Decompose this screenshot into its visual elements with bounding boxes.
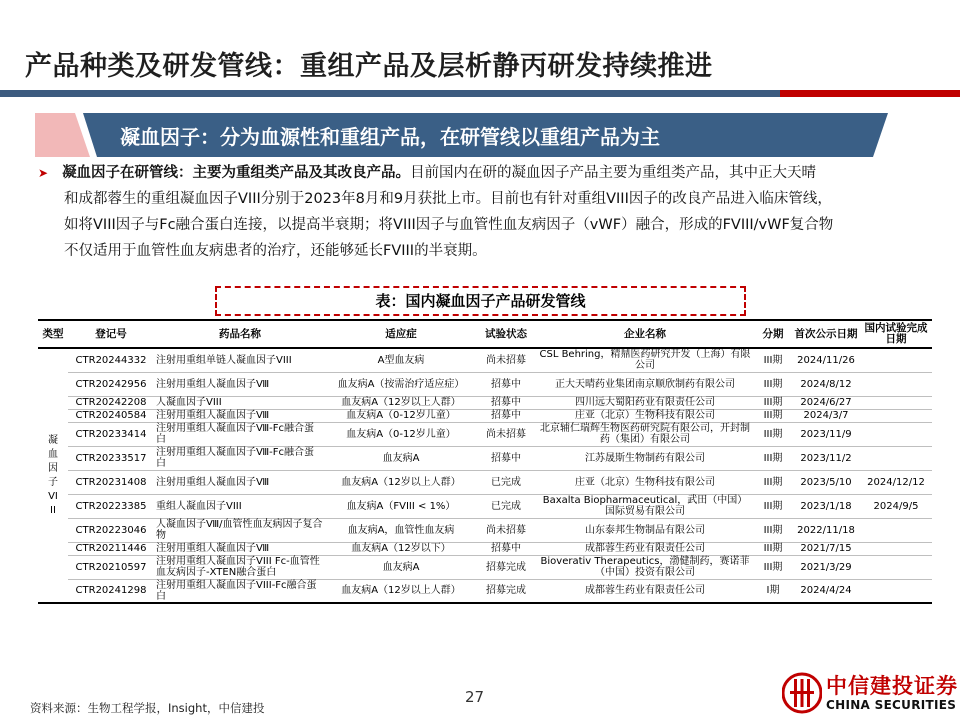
cell-status: 尚未招募 xyxy=(476,348,536,372)
cell-reg-no: CTR20242956 xyxy=(68,372,154,396)
cell-done-date xyxy=(860,446,932,470)
cell-first-date: 2023/5/10 xyxy=(792,470,860,494)
paragraph-line-4: 不仅适用于血管性血友病患者的治疗，还能够延长FVIII的半衰期。 xyxy=(64,243,487,259)
source-note: 资料来源：生物工程学报，Insight，中信建投 xyxy=(30,701,265,715)
cell-first-date: 2024/11/26 xyxy=(792,348,860,372)
cell-reg-no: CTR20233517 xyxy=(68,446,154,470)
cell-drug-name: 人凝血因子Ⅷ/血管性血友病因子复合物 xyxy=(154,518,326,542)
cell-indication: 血友病A（12岁以上人群） xyxy=(326,396,476,409)
logo-chinese-name: 中信建投证券 xyxy=(826,674,958,698)
cell-status: 尚未招募 xyxy=(476,422,536,446)
page-title: 产品种类及研发管线：重组产品及层析静丙研发持续推进 xyxy=(25,51,713,82)
cell-first-date: 2022/11/18 xyxy=(792,518,860,542)
table-row xyxy=(38,518,932,542)
cell-indication: A型血友病 xyxy=(326,348,476,372)
cell-drug-name: 注射用重组人凝血因子Ⅷ-Fc融合蛋白 xyxy=(154,446,326,470)
header-phase: 分期 xyxy=(754,320,792,348)
cell-done-date: 2024/12/12 xyxy=(860,470,932,494)
cell-phase: I期 xyxy=(754,579,792,603)
cell-drug-name: 注射用重组人凝血因子Ⅷ xyxy=(154,409,326,422)
cell-first-date: 2024/6/27 xyxy=(792,396,860,409)
cell-status: 招募完成 xyxy=(476,555,536,579)
cell-reg-no: CTR20231408 xyxy=(68,470,154,494)
cell-reg-no: CTR20223046 xyxy=(68,518,154,542)
cell-status: 已完成 xyxy=(476,470,536,494)
cell-company: Baxalta Biopharmaceutical，武田（中国）国际贸易有限公司 xyxy=(536,494,754,518)
cell-company: 成都蓉生药业有限责任公司 xyxy=(536,542,754,555)
table-row xyxy=(38,470,932,494)
cell-company: 成都蓉生药业有限责任公司 xyxy=(536,579,754,603)
table-title: 表：国内凝血因子产品研发管线 xyxy=(215,286,746,316)
table-body xyxy=(38,348,932,603)
section-ribbon xyxy=(35,113,888,157)
table-row xyxy=(38,372,932,396)
cell-phase: III期 xyxy=(754,348,792,372)
page-number: 27 xyxy=(465,688,485,706)
cell-status: 招募中 xyxy=(476,396,536,409)
cell-drug-name: 注射用重组人凝血因子Ⅷ-Fc融合蛋白 xyxy=(154,422,326,446)
cell-indication: 血友病A（按需治疗适应症） xyxy=(326,372,476,396)
cell-phase: III期 xyxy=(754,494,792,518)
table-row xyxy=(38,446,932,470)
cell-done-date xyxy=(860,409,932,422)
section-heading: 凝血因子：分为血源性和重组产品，在研管线以重组产品为主 xyxy=(120,125,660,149)
title-bar-red xyxy=(780,90,960,97)
title-underline-bar xyxy=(0,90,960,97)
cell-drug-name: 人凝血因子VIII xyxy=(154,396,326,409)
header-done-date: 国内试验完成日期 xyxy=(860,320,932,348)
cell-status: 招募中 xyxy=(476,446,536,470)
cell-phase: III期 xyxy=(754,446,792,470)
cell-phase: III期 xyxy=(754,555,792,579)
header-drug: 药品名称 xyxy=(154,320,326,348)
cell-done-date xyxy=(860,372,932,396)
cell-indication: 血友病A（12岁以下） xyxy=(326,542,476,555)
paragraph-lead: 凝血因子在研管线：主要为重组类产品及其改良产品。 xyxy=(62,165,411,181)
cell-company: 山东泰邦生物制品有限公司 xyxy=(536,518,754,542)
table-row xyxy=(38,409,932,422)
cell-reg-no: CTR20223385 xyxy=(68,494,154,518)
cell-reg-no: CTR20242208 xyxy=(68,396,154,409)
cell-status: 招募中 xyxy=(476,409,536,422)
cell-drug-name: 注射用重组人凝血因子VIII Fc-血管性血友病因子-XTEN融合蛋白 xyxy=(154,555,326,579)
cell-drug-name: 注射用重组人凝血因子Ⅷ xyxy=(154,542,326,555)
header-company: 企业名称 xyxy=(536,320,754,348)
paragraph-line-1 xyxy=(38,160,918,186)
cell-company: 正大天晴药业集团南京顺欣制药有限公司 xyxy=(536,372,754,396)
cell-status: 已完成 xyxy=(476,494,536,518)
cell-drug-name: 注射用重组人凝血因子VIII-Fc融合蛋白 xyxy=(154,579,326,603)
cell-reg-no: CTR20241298 xyxy=(68,579,154,603)
company-logo xyxy=(782,668,960,718)
paragraph-line-2: 和成都蓉生的重组凝血因子VIII分别于2023年8月和9月获批上市。目前也有针对重组VIII因子的改良产品进入临床管线， xyxy=(64,191,832,207)
cell-indication: 血友病A（0-12岁儿童） xyxy=(326,409,476,422)
cell-first-date: 2024/8/12 xyxy=(792,372,860,396)
cell-phase: III期 xyxy=(754,396,792,409)
cell-first-date: 2024/4/24 xyxy=(792,579,860,603)
cell-company: 庄亚（北京）生物科技有限公司 xyxy=(536,409,754,422)
cell-done-date xyxy=(860,422,932,446)
table-row xyxy=(38,555,932,579)
bullet-arrow-icon: ➤ xyxy=(38,166,49,180)
cell-indication: 血友病A xyxy=(326,446,476,470)
cell-drug-name: 注射用重组单链人凝血因子VIII xyxy=(154,348,326,372)
cell-phase: III期 xyxy=(754,518,792,542)
cell-done-date xyxy=(860,542,932,555)
cell-phase: III期 xyxy=(754,542,792,555)
title-bar-blue xyxy=(0,90,780,97)
cell-company: Bioverativ Therapeutics，渤健制药，赛诺菲（中国）投资有限公司 xyxy=(536,555,754,579)
cell-company: 北京辅仁瑞辉生物医药研究院有限公司，开封制药（集团）有限公司 xyxy=(536,422,754,446)
cell-first-date: 2023/1/18 xyxy=(792,494,860,518)
cell-drug-name: 注射用重组人凝血因子Ⅷ xyxy=(154,372,326,396)
table-row xyxy=(38,396,932,409)
logo-english-name: CHINA SECURITIES xyxy=(826,698,957,712)
cell-drug-name: 重组人凝血因子VIII xyxy=(154,494,326,518)
header-indication: 适应症 xyxy=(326,320,476,348)
cell-indication: 血友病A（12岁以上人群） xyxy=(326,579,476,603)
table-row xyxy=(38,348,932,372)
cell-done-date xyxy=(860,396,932,409)
cell-indication: 血友病A（0-12岁儿童） xyxy=(326,422,476,446)
header-first-date: 首次公示日期 xyxy=(792,320,860,348)
logo-emblem-icon xyxy=(782,670,822,716)
cell-reg-no: CTR20210597 xyxy=(68,555,154,579)
cell-company: 四川远大蜀阳药业有限责任公司 xyxy=(536,396,754,409)
cell-phase: III期 xyxy=(754,409,792,422)
table-header-row xyxy=(38,320,932,348)
header-reg: 登记号 xyxy=(68,320,154,348)
cell-indication: 血友病A，血管性血友病 xyxy=(326,518,476,542)
cell-done-date xyxy=(860,555,932,579)
cell-status: 招募中 xyxy=(476,542,536,555)
cell-status: 尚未招募 xyxy=(476,518,536,542)
cell-first-date: 2021/7/15 xyxy=(792,542,860,555)
cell-type: 凝血因子VIII xyxy=(38,348,68,603)
cell-reg-no: CTR20240584 xyxy=(68,409,154,422)
cell-done-date xyxy=(860,579,932,603)
cell-indication: 血友病A（FVIII < 1%） xyxy=(326,494,476,518)
cell-first-date: 2024/3/7 xyxy=(792,409,860,422)
cell-phase: III期 xyxy=(754,422,792,446)
table-row xyxy=(38,422,932,446)
cell-reg-no: CTR20233414 xyxy=(68,422,154,446)
cell-company: 江苏晟斯生物制药有限公司 xyxy=(536,446,754,470)
table-row xyxy=(38,494,932,518)
header-type: 类型 xyxy=(38,320,68,348)
table-row xyxy=(38,542,932,555)
cell-phase: III期 xyxy=(754,470,792,494)
cell-first-date: 2021/3/29 xyxy=(792,555,860,579)
table-row xyxy=(38,579,932,603)
cell-done-date xyxy=(860,518,932,542)
cell-status: 招募中 xyxy=(476,372,536,396)
body-paragraph xyxy=(38,160,918,264)
cell-done-date xyxy=(860,348,932,372)
cell-drug-name: 注射用重组人凝血因子Ⅷ xyxy=(154,470,326,494)
paragraph-line-3: 如将VIII因子与Fc融合蛋白连接，以提高半衰期；将VIII因子与血管性血友病因子（vWF）融合，形成的FVIII/vWF复合物 xyxy=(64,217,834,233)
header-status: 试验状态 xyxy=(476,320,536,348)
pipeline-table xyxy=(38,319,932,604)
cell-done-date: 2024/9/5 xyxy=(860,494,932,518)
paragraph-line-1-rest: 目前国内在研的凝血因子产品主要为重组类产品，其中正大天晴 xyxy=(410,165,817,181)
cell-indication: 血友病A xyxy=(326,555,476,579)
cell-company: CSL Behring，精鼎医药研究开发（上海）有限公司 xyxy=(536,348,754,372)
cell-company: 庄亚（北京）生物科技有限公司 xyxy=(536,470,754,494)
cell-phase: III期 xyxy=(754,372,792,396)
cell-status: 招募完成 xyxy=(476,579,536,603)
cell-first-date: 2023/11/9 xyxy=(792,422,860,446)
cell-reg-no: CTR20211446 xyxy=(68,542,154,555)
cell-first-date: 2023/11/2 xyxy=(792,446,860,470)
cell-indication: 血友病A（12岁以上人群） xyxy=(326,470,476,494)
cell-reg-no: CTR20244332 xyxy=(68,348,154,372)
